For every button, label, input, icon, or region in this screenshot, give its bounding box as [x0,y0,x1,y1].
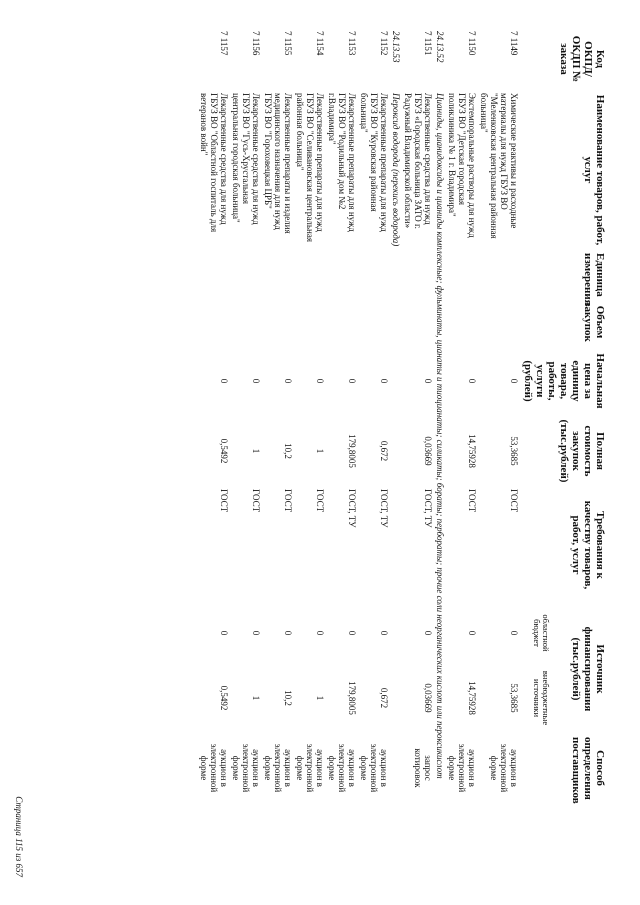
row-quality: ГОСТ [283,489,293,513]
row-name: Лекарственные препараты для нужд ГБУЗ ВО "Куровская районная больница" [359,93,389,232]
row-volume [402,298,434,346]
row-name: Экстемпоральные растворы для нужд ГБУЗ ВО "Детская городская поликлиника № 1 г. Владимира" [447,93,477,238]
row-funding-offbudget: 1 [251,695,261,701]
row-funding-offbudget: 53,3685 [509,683,519,713]
row-name: Лекарственные препараты и изделия медицинского назначения для нужд ГБУЗ ВО "Гороховецкая ЦРБ" [263,93,293,234]
row-spacer [262,802,294,878]
row-unit [294,250,326,298]
row-unit-price: 0 [315,378,325,384]
table-row [446,28,478,878]
row-method: аукцион в электронной форме [327,743,357,793]
row-funding-regional: 0 [251,630,261,636]
row-total-cost: 0,03669 [423,436,433,466]
header-quality: Требования к качеству товаров, работ, услуг [570,500,606,590]
header-funding-regional: областной бюджет [531,614,552,652]
row-spacer [294,802,326,878]
row-unit [198,250,230,298]
row-spacer [358,802,390,878]
row-funding-offbudget: 0,672 [379,687,389,709]
row-name: Химические реактивы и расходные материалы для нужд ГБУЗ ВО "Меленковская центральная районная больница" [479,93,519,239]
row-code: 7 1150 [467,31,477,56]
section-title: Цианиды, цианидоксиды и цианиды комплексные; фульминаты, цианаты и тиоцианаты; силикаты; бораты; перборaты; прочие соли неорганических кислот или пероксикислот [435,93,445,779]
row-total-cost: 53,3685 [509,436,519,466]
row-unit-price: 0 [467,378,477,384]
table-row [358,28,390,878]
row-unit-price: 0 [219,378,229,384]
row-spacer [446,802,478,878]
table-row [198,28,230,878]
row-spacer [230,802,262,878]
header-code: Код ОКПД/ ОКДП № заказа [558,35,606,83]
row-code: 7 1157 [219,31,229,56]
header-spacer [520,802,607,878]
table-row [230,28,262,878]
row-volume [358,298,390,346]
table-row [326,28,358,878]
row-unit [326,250,358,298]
row-volume [230,298,262,346]
section-code: 24.13.52 [435,31,445,63]
row-total-cost: 1 [251,448,261,454]
header-funding: Источник финансирования (тыс.рублей) [570,626,606,712]
row-funding-offbudget: 1 [315,695,325,701]
row-total-cost: 0,672 [379,440,389,462]
row-volume [198,298,230,346]
row-unit-price: 0 [379,378,389,384]
row-funding-regional: 0 [315,630,325,636]
row-funding-offbudget: 0,5492 [219,685,229,711]
section-title: Пероксид водорода (перекись водорода) [391,93,401,247]
header-unit: Единица измерения [582,253,606,306]
row-name: Лекарственные препараты для нужд ГБУЗ ВО "Родильный дом №2 г.Владимира" [327,93,357,232]
row-total-cost: 179,8005 [347,434,357,468]
table-row [262,28,294,878]
row-funding-regional: 0 [347,630,357,636]
row-funding-regional: 0 [423,630,433,636]
row-method: аукцион в электронной форме [199,743,229,793]
row-method: аукцион в электронной форме [231,743,261,793]
row-total-cost: 10,2 [283,443,293,459]
row-funding-offbudget: 0,03669 [423,683,433,713]
table-body [198,28,520,878]
row-code: 7 1154 [315,31,325,56]
row-unit [358,250,390,298]
header-unit-price: Начальная цена за единицу товара, работы, услуги (рублей) [522,353,606,409]
row-funding-regional: 0 [379,630,389,636]
row-quality: ГОСТ, ТУ [347,489,357,528]
row-unit [478,250,520,298]
row-quality: ГОСТ, ТУ [379,489,389,528]
row-method: запрос котировок [413,748,433,788]
row-method: аукцион в электронной форме [447,743,477,793]
section-code: 24.13.53 [391,31,401,63]
row-funding-regional: 0 [509,630,519,636]
row-name: Лекарственные средства для нужд ГБУЗ «Городская больница ЗАТО г. Радужный Владимирской области» [403,93,433,229]
row-quality: ГОСТ [467,489,477,513]
table-row [294,28,326,878]
header-method: Способ определения поставщиков [570,737,606,804]
row-unit [446,250,478,298]
row-total-cost: 1 [315,448,325,454]
header-volume: Объем закупок [582,302,606,342]
table-row [402,28,434,878]
row-funding-offbudget: 179,8005 [347,681,357,715]
row-unit-price: 0 [509,378,519,384]
row-code: 7 1152 [379,31,389,56]
row-quality: ГОСТ [219,489,229,513]
row-funding-offbudget: 14,75928 [467,681,477,715]
procurement-table [198,28,607,878]
row-spacer [326,802,358,878]
row-total-cost: 14,75928 [467,434,477,468]
row-quality: ГОСТ, ТУ [423,489,433,528]
row-volume [262,298,294,346]
row-name: Лекарственные средства для нужд ГБУЗ ВО "Областной госпиталь для ветеранов войн" [199,93,229,233]
row-code: 7 1149 [509,31,519,56]
row-total-cost: 0,5492 [219,438,229,464]
page-footer: Страница 115 из 657 [14,796,24,877]
row-quality: ГОСТ [509,489,519,513]
row-volume [478,298,520,346]
row-unit-price: 0 [283,378,293,384]
header-total-cost: Полная стоимость закупок (тыс.рублей) [558,419,606,483]
row-code: 7 1153 [347,31,357,56]
row-name: Лекарственные препараты для нужд ГБУЗ ВО "Селивановская центральная районная больница" [295,93,325,242]
row-funding-regional: 0 [219,630,229,636]
row-unit [402,250,434,298]
table-row [478,28,520,878]
row-quality: ГОСТ [315,489,325,513]
row-volume [326,298,358,346]
row-method: аукцион в электронной форме [359,743,389,793]
row-method: аукцион в электронной форме [489,743,519,793]
row-unit-price: 0 [347,378,357,384]
row-code: 7 1156 [251,31,261,56]
row-volume [294,298,326,346]
row-spacer [402,802,434,878]
row-quality: ГОСТ [251,489,261,513]
header-funding-offbudget: внебюджетные источники [531,670,552,726]
row-unit-price: 0 [251,378,261,384]
section-row [390,28,402,878]
row-spacer [478,802,520,878]
section-row [434,28,446,878]
row-unit [262,250,294,298]
row-unit-price: 0 [423,378,433,384]
row-volume [446,298,478,346]
row-name: Лекарственные средства для нужд ГБУЗ ВО "Гусь-Хрустальная центральная городская больница" [231,93,261,225]
row-funding-offbudget: 10,2 [283,690,293,706]
header-name: Наименование товаров, работ, услуг [582,94,606,246]
row-spacer [198,802,230,878]
row-funding-regional: 0 [283,630,293,636]
row-method: аукцион в электронной форме [263,743,293,793]
row-unit [230,250,262,298]
row-funding-regional: 0 [467,630,477,636]
row-code: 7 1151 [423,31,433,56]
row-code: 7 1155 [283,31,293,56]
row-method: аукцион в электронной форме [295,743,325,793]
